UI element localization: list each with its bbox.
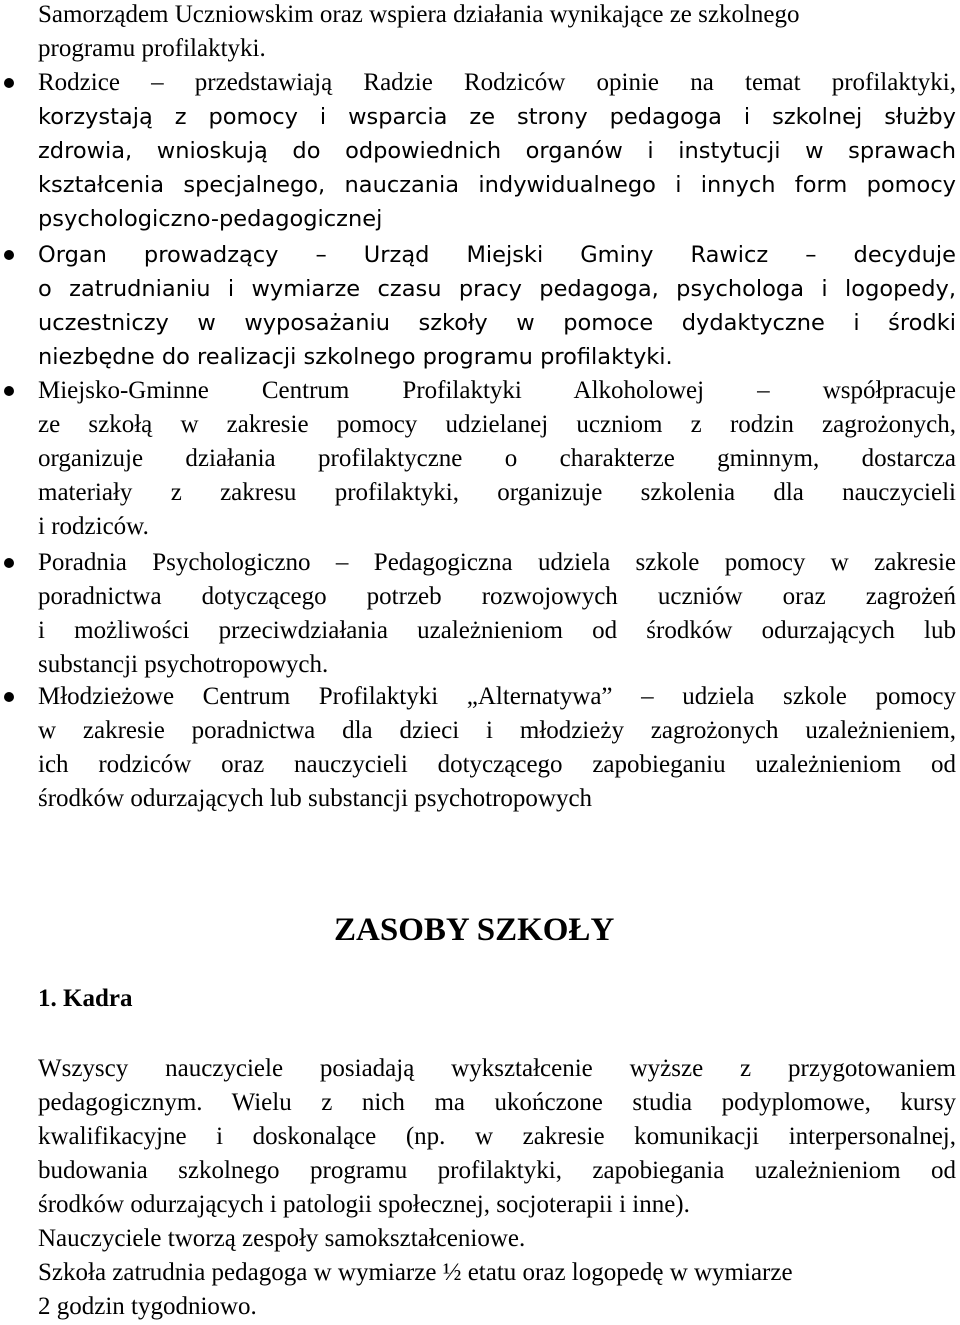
text-line: środków odurzających lub substancji psychotropowych (38, 785, 593, 812)
bullet-icon (4, 680, 14, 714)
text-line: w zakresie poradnictwa dla dzieci i młodzieży zagrożonych uzależnieniem, (38, 717, 956, 744)
text-line: Szkoła zatrudnia pedagoga w wymiarze ½ etatu oraz logopedę w wymiarze (38, 1259, 793, 1286)
text-line: substancji psychotropowych. (38, 651, 329, 678)
subsection-heading: 1. Kadra (38, 985, 133, 1012)
intro-paragraph (38, 0, 956, 66)
text-line: Miejsko-Gminne Centrum Profilaktyki Alkoholowej – współpracuje (38, 377, 956, 404)
text-line: uczestniczy w wyposażaniu szkoły w pomoce dydaktyczne i środki (38, 310, 956, 336)
text-line: pedagogicznym. Wielu z nich ma ukończone studia podyplomowe, kursy (38, 1089, 956, 1116)
section-heading: ZASOBY SZKOŁY (334, 912, 615, 948)
text-line: programu profilaktyki. (38, 35, 266, 62)
bullet-icon (4, 238, 14, 272)
list-item-rodzice (38, 66, 956, 236)
list-item-organ-prowadzacy (38, 238, 956, 374)
kadra-paragraph (38, 1052, 956, 1324)
text-line: psychologiczno-pedagogicznej (38, 206, 383, 232)
text-line: zdrowia, wnioskują do odpowiednich organów i instytucji w sprawach (38, 138, 956, 164)
text-line: kształcenia specjalnego, nauczania indywidualnego i innych form pomocy (38, 172, 956, 198)
text-line: Nauczyciele tworzą zespoły samokształceniowe. (38, 1225, 526, 1252)
text-line: i rodziców. (38, 513, 149, 540)
text-line: i możliwości przeciwdziałania uzależnieniom od środków odurzających lub (38, 617, 956, 644)
text-line: budowania szkolnego programu profilaktyki, zapobiegania uzależnieniom od (38, 1157, 956, 1184)
text-line: korzystają z pomocy i wsparcia ze strony pedagoga i szkolnej służby (38, 104, 956, 130)
text-line: niezbędne do realizacji szkolnego programu profilaktyki. (38, 344, 673, 370)
bullet-icon (4, 66, 14, 100)
text-line: Wszyscy nauczyciele posiadają wykształcenie wyższe z przygotowaniem (38, 1055, 956, 1082)
text-line: organizuje działania profilaktyczne o charakterze gminnym, dostarcza (38, 445, 956, 472)
bullet-icon (4, 546, 14, 580)
text-line: o zatrudnianiu i wymiarze czasu pracy pedagoga, psychologa i logopedy, (38, 276, 956, 302)
list-item-poradnia (38, 546, 956, 682)
text-line: Poradnia Psychologiczno – Pedagogiczna udziela szkole pomocy w zakresie (38, 549, 956, 576)
text-line: 2 godzin tygodniowo. (38, 1293, 257, 1320)
bullet-icon (4, 374, 14, 408)
text-line: ich rodziców oraz nauczycieli dotyczącego zapobieganiu uzależnieniom od (38, 751, 956, 778)
text-line: ze szkołą w zakresie pomocy udzielanej uczniom z rodzin zagrożonych, (38, 411, 956, 438)
list-item-alternatywa (38, 680, 956, 816)
text-line: Organ prowadzący – Urząd Miejski Gminy Rawicz – decyduje (38, 242, 956, 268)
text-line: materiały z zakresu profilaktyki, organizuje szkolenia dla nauczycieli (38, 479, 956, 506)
text-line: poradnictwa dotyczącego potrzeb rozwojowych uczniów oraz zagrożeń (38, 583, 956, 610)
text-line: kwalifikacyjne i doskonalące (np. w zakresie komunikacji interpersonalnej, (38, 1123, 956, 1150)
text-line: środków odurzających i patologii społecznej, socjoterapii i inne). (38, 1191, 690, 1218)
list-item-centrum-profilaktyki-alkoholowej (38, 374, 956, 544)
text-line: Samorządem Uczniowskim oraz wspiera działania wynikające ze szkolnego (38, 1, 800, 28)
text-line: Rodzice – przedstawiają Radzie Rodziców opinie na temat profilaktyki, (38, 69, 956, 96)
text-line: Młodzieżowe Centrum Profilaktyki „Alternatywa” – udziela szkole pomocy (38, 683, 956, 710)
